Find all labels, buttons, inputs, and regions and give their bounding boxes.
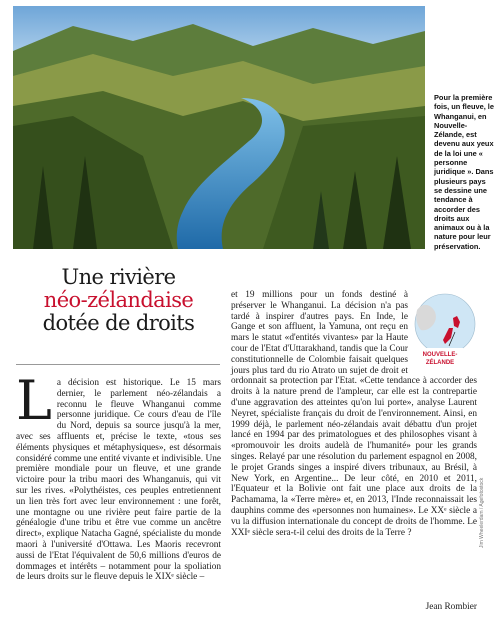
headline <box>16 266 221 335</box>
article-text-2: et 19 millions pour un fonds destiné à préserver le Whanganui. La décision n'a pas tardé à inspirer d'autres pays. En Inde, le Gange et son affluent, la Yamuna, ont reçu en mars le statut «d'entités vivantes» par la Haute cour de l'Etat d'Uttarakhand, tandis que la Cour constitutionnelle de Colombie faisait quelques jours plus tard du rio Atrato un sujet de droit et ordonnait sa protection par l'Etat. «Cette tendance à accorder des droits à la nature prend de l'ampleur, car elle est la contrepartie d'une aggravation des atteintes qu'on lui porte», analyse Laurent Neyret, spécialiste français du droit de l'environnement. Ainsi, en 1999 déjà, le parlement néo-zélandais avait débattu d'un projet lancé en 1994 par des primatologues et des philosophes visant à «promouvoir les droits audelà de l'humanité» pour les grands singes. Relayé par une résolution du parlement espagnol en 2008, le projet Grands singes a inspiré divers tribunaux, au Brésil, à New York, en Argentine... De leur côté, en 2010 et 2011, l'Equateur et la Bolivie ont fait une place aux droits de la Pachamama, la «Terre mère» et, en 2013, l'Inde reconnaissait les dauphins comme des «personnes non humaines». Le XXᵉ siècle a vu la diffusion internationale du concept de droits de l'homme. Le XXIᵉ siècle sera-t-il celui des droits de la Terre ? <box>231 290 477 538</box>
landscape-photo-icon <box>13 6 425 249</box>
headline-line-1: Une rivière <box>61 265 176 289</box>
map-label-line-2: ZÉLANDE <box>425 360 455 366</box>
new-zealand-map <box>413 292 477 372</box>
author-byline: Jean Rombier <box>425 602 477 612</box>
headline-line-2: néo-zélandaise <box>43 288 194 312</box>
drop-cap: L <box>16 369 52 432</box>
headline-line-3: dotée de droits <box>42 311 195 335</box>
map-label-line-1: NOUVELLE- <box>422 352 458 358</box>
article-text-1: a décision est historique. Le 15 mars dernier, le parlement néo-zélandais a reconnu le fleuve Whanganui comme personne juridique. Ce cours d'eau de l'île du Nord, depuis sa source jusqu'à la mer, avec ses affluents et, précise le texte, «tous ses éléments physiques et métaphysiques», est désormais considéré comme une entité vivante et indivisible. Une première mondiale pour un fleuve, et une grande victoire pour la tribu maori des Whanganuis, qui vit sur les rives. «Polythéistes, ces peuples entretiennent un lien très fort avec leur environnement : une forêt, une montagne ou une rivière peut faire partie de la généalogie d'une tribu et être vue comme un ancêtre direct», explique Natacha Gagné, spécialiste du monde maori à l'université d'Ottawa. Les Maoris recevront aussi de l'Etat l'équivalent de 50,6 millions d'euros de dommages et intérêts – notamment pour la spoliation de leurs droits sur le fleuve depuis le XIXᵉ siècle – <box>16 378 221 583</box>
article-column-1 <box>16 369 221 583</box>
article-column-2 <box>231 290 477 538</box>
headline-divider <box>16 364 220 365</box>
new-zealand-map-icon <box>413 292 477 372</box>
photo-credit: Jim Wheelerdam / Agefotostock <box>479 477 485 548</box>
photo-caption: Pour la première fois, un fleuve, le Whanganui, en Nouvelle-Zélande, est devenu aux yeux de la loi une « personne juridique ». Dans plusieurs pays se dessine une tendance à accorder des droits aux animaux ou à la nature pour leur préservation. <box>434 93 494 251</box>
river-landscape-photo <box>13 6 425 249</box>
